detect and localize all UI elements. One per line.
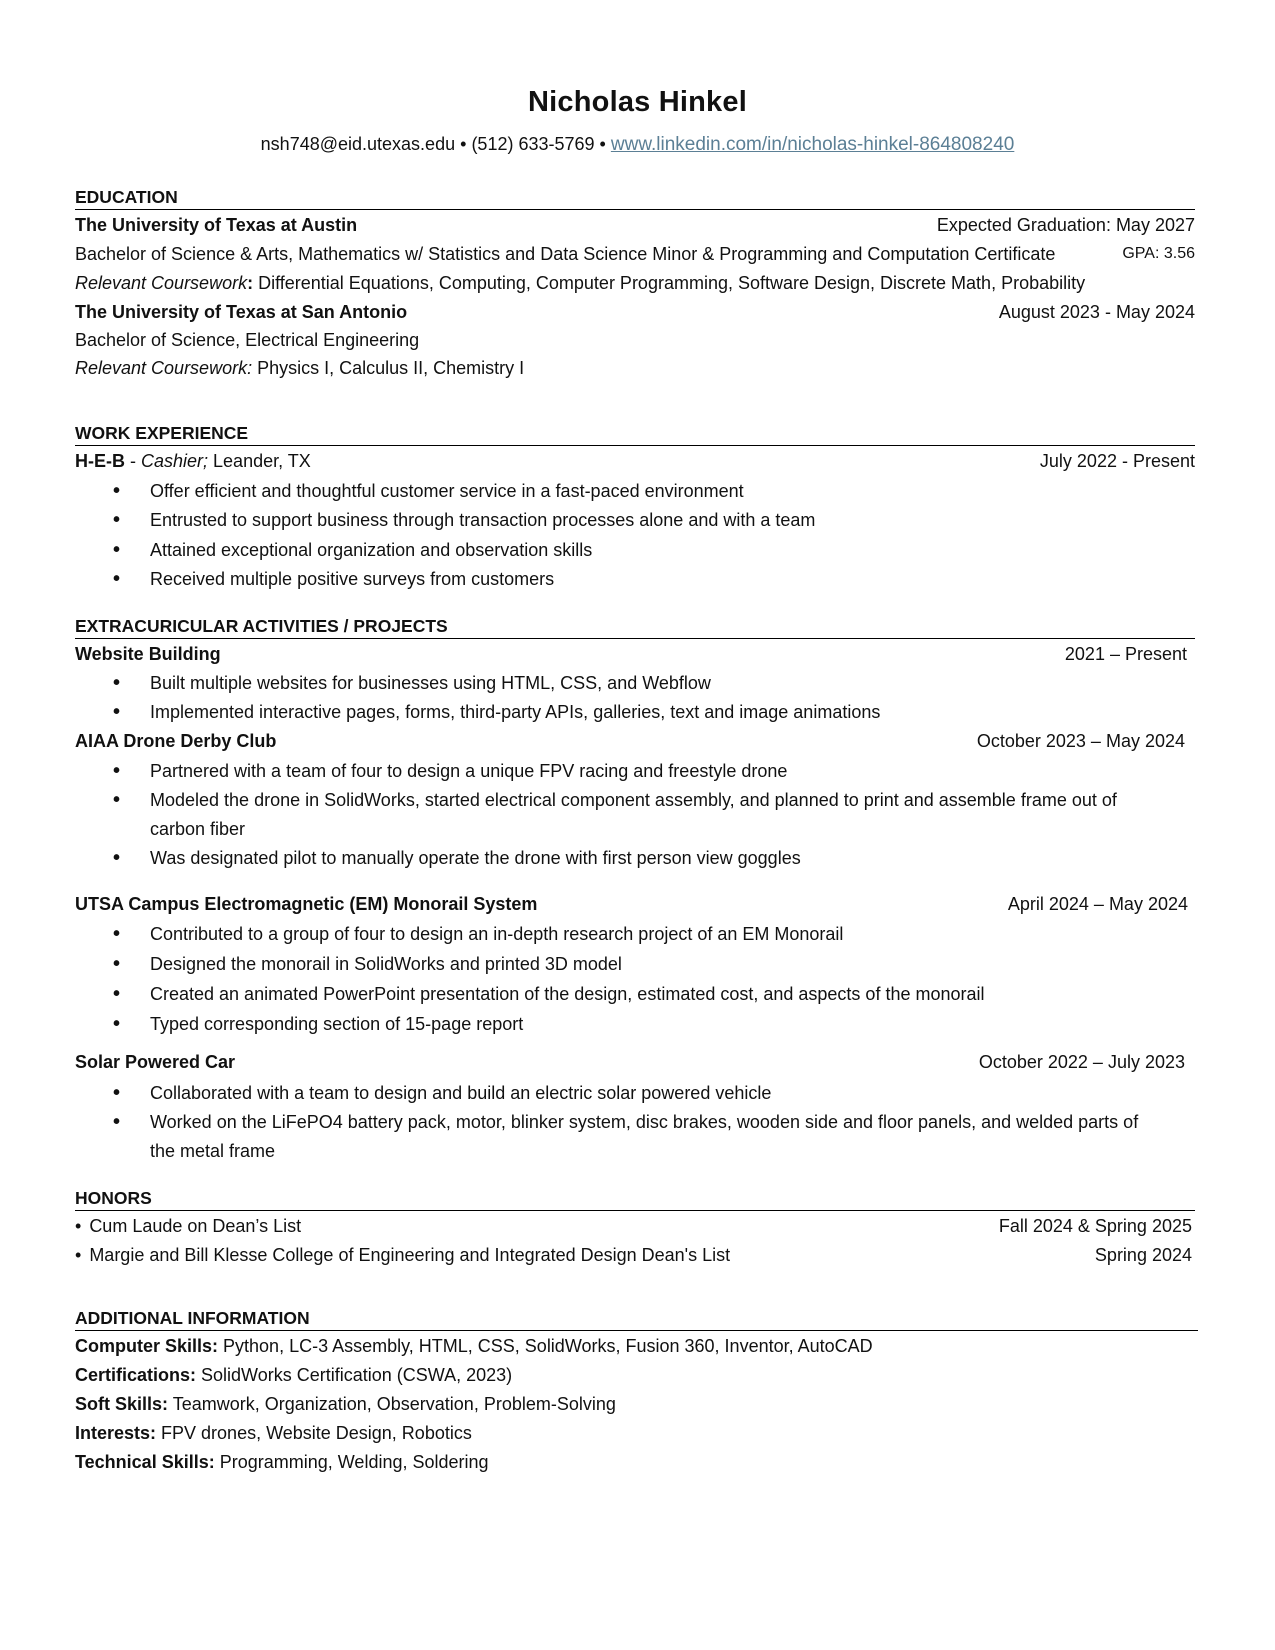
project-date: October 2023 – May 2024 (976, 731, 1185, 751)
linkedin-link[interactable]: www.linkedin.com/in/nicholas-hinkel-864808240 (610, 134, 1015, 155)
honor-text: • Cum Laude on Dean’s List (75, 1216, 301, 1236)
honor-date: Fall 2024 & Spring 2025 (998, 1216, 1192, 1236)
section-header-additional: ADDITIONAL INFORMATION (75, 1306, 1198, 1331)
project-date: April 2024 – May 2024 (1007, 894, 1188, 914)
list-item: • Worked on the LiFePO4 battery pack, motor, blinker system, disc brakes, wooden side and floor panels, and welded parts of (75, 1107, 1270, 1137)
honor-row (75, 1211, 1195, 1241)
info-value: SolidWorks Certification (CSWA, 2023) (196, 1365, 513, 1385)
email[interactable]: nsh748@eid.utexas.edu (260, 134, 456, 154)
info-row (75, 1447, 1195, 1477)
job-location: Leander, TX (208, 451, 311, 471)
info-label: Technical Skills: (75, 1452, 215, 1472)
list-item: • Contributed to a group of four to design an in-depth research project of an EM Monorail (75, 919, 1270, 949)
job-date: July 2022 - Present (1039, 451, 1195, 471)
project-name: UTSA Campus Electromagnetic (EM) Monorail System (75, 894, 538, 914)
degree-row (75, 239, 1195, 269)
list-item: • Typed corresponding section of 15-page report (75, 1009, 1270, 1039)
coursework-label: Relevant Coursework: (75, 358, 253, 378)
coursework-list: Physics I, Calculus II, Chemistry I (252, 358, 525, 378)
honor-text: • Margie and Bill Klesse College of Engineering and Integrated Design Dean's List (75, 1245, 730, 1265)
list-item: • Modeled the drone in SolidWorks, started electrical component assembly, and planned to print and assemble frame out of (75, 785, 1270, 815)
list-item: • Was designated pilot to manually operate the drone with first person view goggles (75, 843, 1270, 873)
project-name: Solar Powered Car (75, 1052, 236, 1072)
coursework-row (75, 353, 1195, 383)
list-item-continuation: carbon fiber (150, 819, 246, 839)
honor-row (75, 1240, 1195, 1270)
list-item: • Collaborated with a team to design and build an electric solar powered vehicle (75, 1078, 1270, 1108)
school-date: Expected Graduation: May 2027 (936, 215, 1195, 235)
coursework-colon: : (247, 273, 254, 293)
project-row (75, 726, 1195, 756)
coursework-row (75, 268, 1195, 298)
school-row (75, 210, 1195, 240)
section-header-education: EDUCATION (75, 185, 1195, 210)
info-label: Computer Skills: (75, 1336, 219, 1356)
list-item: • Created an animated PowerPoint presentation of the design, estimated cost, and aspects of the monorail (75, 979, 1270, 1009)
degree: Bachelor of Science & Arts, Mathematics w/ Statistics and Data Science Minor & Programming and Computation Certificate (75, 244, 1056, 264)
project-row (75, 889, 1195, 919)
section-header-honors: HONORS (75, 1186, 1195, 1211)
info-value: FPV drones, Website Design, Robotics (156, 1423, 472, 1443)
job-role: Cashier; (141, 451, 209, 471)
project-name: Website Building (75, 644, 221, 664)
info-row (75, 1389, 1195, 1419)
coursework-list: Differential Equations, Computing, Computer Programming, Software Design, Discrete Math, Probability (253, 273, 1086, 293)
candidate-name: Nicholas Hinkel (528, 86, 747, 118)
dash: - (125, 451, 141, 471)
project-name: AIAA Drone Derby Club (75, 731, 277, 751)
list-item: • Designed the monorail in SolidWorks and printed 3D model (75, 949, 1270, 979)
info-label: Certifications: (75, 1365, 197, 1385)
honor-date: Spring 2024 (1094, 1245, 1192, 1265)
degree: Bachelor of Science, Electrical Engineering (75, 330, 420, 350)
project-row (75, 639, 1195, 669)
coursework-label: Relevant Coursework (75, 273, 248, 293)
degree-row (75, 325, 1195, 355)
job-row (75, 446, 1195, 476)
gpa: GPA: 3.56 (1122, 245, 1195, 262)
list-item: • Implemented interactive pages, forms, third-party APIs, galleries, text and image animations (75, 697, 1270, 727)
list-item: • Received multiple positive surveys from customers (75, 564, 1270, 594)
list-item: • Attained exceptional organization and observation skills (75, 535, 1270, 565)
company: H-E-B (75, 451, 125, 471)
project-date: October 2022 – July 2023 (978, 1052, 1185, 1072)
separator: • (460, 134, 467, 154)
list-item: • Partnered with a team of four to design a unique FPV racing and freestyle drone (75, 756, 1270, 786)
contact-line (0, 134, 1275, 156)
info-row (75, 1418, 1195, 1448)
school-name: The University of Texas at San Antonio (75, 302, 408, 322)
project-row (75, 1047, 1195, 1077)
school-name: The University of Texas at Austin (75, 215, 358, 235)
info-label: Soft Skills: (75, 1394, 169, 1414)
section-header-extracurricular: EXTRACURICULAR ACTIVITIES / PROJECTS (75, 614, 1195, 639)
list-item-continuation: the metal frame (150, 1141, 276, 1161)
list-item: • Entrusted to support business through transaction processes alone and with a team (75, 505, 1270, 535)
list-item: • Built multiple websites for businesses using HTML, CSS, and Webflow (75, 668, 1270, 698)
separator: • (599, 134, 606, 154)
section-header-work: WORK EXPERIENCE (75, 421, 1195, 446)
info-row (75, 1360, 1195, 1390)
school-date: August 2023 - May 2024 (998, 302, 1195, 322)
info-value: Programming, Welding, Soldering (214, 1452, 489, 1472)
list-item: • Offer efficient and thoughtful customer service in a fast-paced environment (75, 476, 1270, 506)
info-row (75, 1331, 1195, 1361)
project-date: 2021 – Present (1064, 644, 1187, 664)
info-label: Interests: (75, 1423, 157, 1443)
info-value: Teamwork, Organization, Observation, Problem-Solving (168, 1394, 616, 1414)
phone: (512) 633-5769 (471, 134, 595, 154)
info-value: Python, LC-3 Assembly, HTML, CSS, SolidWorks, Fusion 360, Inventor, AutoCAD (218, 1336, 873, 1356)
school-row (75, 297, 1195, 327)
